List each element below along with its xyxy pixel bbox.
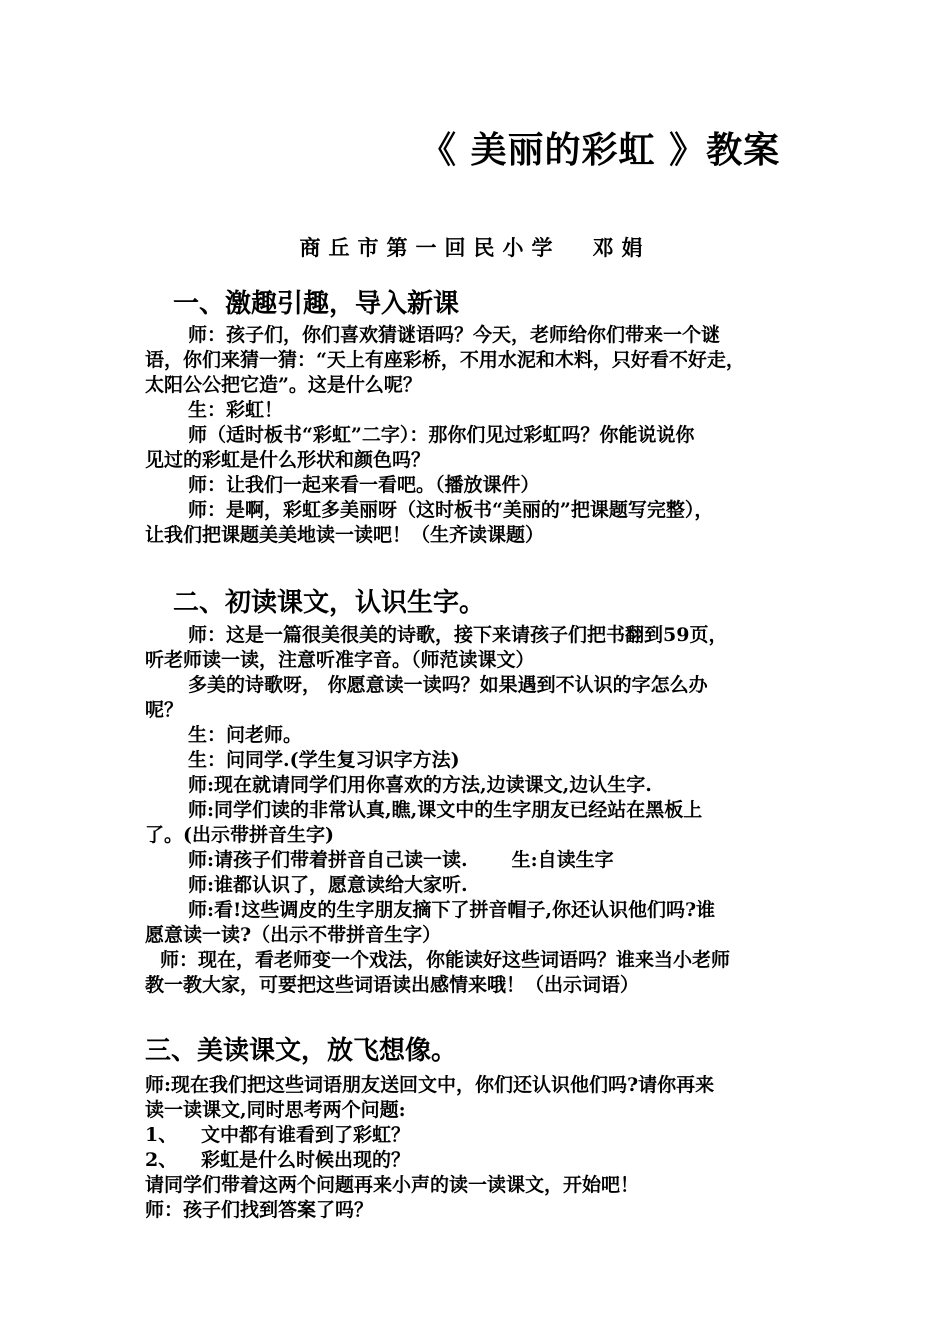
paragraph-line: 听老师读一读，注意听准字音。（师范读课文） — [145, 649, 535, 671]
paragraph-line: 师：是啊，彩虹多美丽呀（这时板书“美丽的”把课题写完整）， — [188, 499, 714, 521]
section-heading-2: 二、初读课文，认识生字。 — [173, 588, 486, 618]
paragraph-line: 多美的诗歌呀， 你愿意读一读吗？如果遇到不认识的字怎么办 — [188, 674, 708, 696]
paragraph-line: 读一读课文,同时思考两个问题: — [145, 1099, 406, 1121]
list-text: 彩虹是什么时候出现的？ — [201, 1149, 411, 1171]
paragraph-line: 师:谁都认识了，愿意读给大家听. — [188, 874, 468, 896]
paragraph-line: 太阳公公把它造”。这是什么呢？ — [145, 374, 422, 396]
list-item — [145, 1148, 410, 1173]
paragraph-line: 教一教大家，可要把这些词语读出感情来哦！（出示词语） — [145, 974, 640, 996]
list-item — [145, 1123, 410, 1148]
student-response: 生:自读生字 — [511, 849, 614, 871]
paragraph-line: 师：孩子们找到答案了吗？ — [145, 1199, 374, 1221]
list-number: 2、 — [145, 1149, 178, 1171]
paragraph-line: 语，你们来猜一猜：“天上有座彩桥，不用水泥和木料，只好看不好走， — [145, 349, 745, 371]
paragraph-line: 了。(出示带拼音生字) — [145, 824, 334, 846]
section-heading-3: 三、美读课文，放飞想像。 — [145, 1036, 458, 1066]
author-line — [0, 232, 950, 262]
paragraph-line: 请同学们带着这两个问题再来小声的读一读课文，开始吧！ — [145, 1174, 640, 1196]
document-title: 《 美丽的彩虹 》教案 — [420, 129, 781, 171]
author-name: 邓娟 — [592, 235, 651, 260]
paragraph-line: 让我们把课题美美地读一读吧！（生齐读课题） — [145, 524, 545, 546]
paragraph-line: 愿意读一读?（出示不带拼音生字） — [145, 924, 442, 946]
paragraph-line: 师:同学们读的非常认真,瞧,课文中的生字朋友已经站在黑板上 — [188, 799, 703, 821]
paragraph-line: 生：问同学.(学生复习识字方法) — [188, 749, 460, 771]
paragraph-line: 师:现在就请同学们用你喜欢的方法,边读课文,边认生字. — [188, 774, 652, 796]
paragraph-line: 师:看!这些调皮的生字朋友摘下了拼音帽子,你还认识他们吗?谁 — [188, 899, 716, 921]
paragraph-line: 见过的彩虹是什么形状和颜色吗？ — [145, 449, 431, 471]
paragraph-line: 师：现在，看老师变一个戏法，你能读好这些词语吗？谁来当小老师 — [160, 949, 731, 971]
paragraph-line: 师:现在我们把这些词语朋友送回文中，你们还认识他们吗?请你再来 — [145, 1074, 715, 1096]
school-name: 商丘市第一回民小学 — [299, 235, 561, 260]
list-number: 1、 — [145, 1124, 178, 1146]
paragraph-line: 师：孩子们，你们喜欢猜谜语吗？今天，老师给你们带来一个谜 — [188, 324, 721, 346]
teacher-instruction: 师:请孩子们带着拼音自己读一读. — [188, 849, 468, 871]
paragraph-line: 师：让我们一起来看一看吧。（播放课件） — [188, 474, 540, 496]
paragraph-line: 生：问老师。 — [188, 724, 303, 746]
section-heading-1: 一、激趣引趣，导入新课 — [173, 289, 460, 319]
paragraph-line: 生：彩虹！ — [188, 399, 284, 421]
paragraph-line: 师（适时板书“彩虹”二字）：那你们见过彩虹吗？你能说说你 — [188, 424, 695, 446]
paragraph-line — [188, 848, 614, 873]
paragraph-line: 师：这是一篇很美很美的诗歌，接下来请孩子们把书翻到59页， — [188, 624, 728, 646]
paragraph-line: 呢？ — [145, 699, 184, 721]
list-text: 文中都有谁看到了彩虹？ — [201, 1124, 411, 1146]
